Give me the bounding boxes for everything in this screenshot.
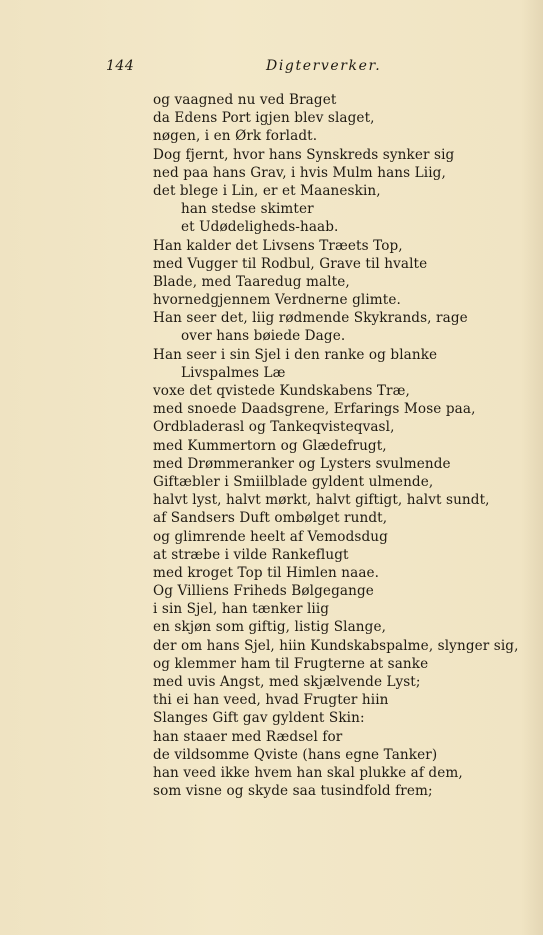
poem-line: Giftæbler i Smiilblade gyldent ulmende,: [153, 473, 434, 490]
poem-line: med snoede Daadsgrene, Erfarings Mose paa,: [153, 401, 476, 418]
poem-line: han stedse skimter: [181, 201, 314, 218]
poem-line: halvt lyst, halvt mørkt, halvt giftigt, halvt sundt,: [153, 492, 490, 509]
poem-line: voxe det qvistede Kundskabens Træ,: [153, 383, 410, 399]
poem-body: [153, 91, 523, 800]
poem-line: som visne og skyde saa tusindfold frem;: [153, 783, 433, 800]
poem-line: med uvis Angst, med skjælvende Lyst;: [153, 674, 421, 690]
poem-line: af Sandsers Duft ombølget rundt,: [153, 510, 388, 527]
poem-line: nøgen, i en Ørk forladt.: [153, 128, 318, 145]
poem-line: Han seer i sin Sjel i den ranke og blanke: [153, 346, 438, 363]
poem-line: hvornedgjennem Verdnerne glimte.: [153, 292, 401, 309]
poem-line: at stræbe i vilde Rankeflugt: [153, 546, 349, 563]
poem-line: med Drømmeranker og Lysters svulmende: [153, 455, 451, 472]
poem-line: med Kummertorn og Glædefrugt,: [153, 437, 387, 454]
poem-line: Han kalder det Livsens Træets Top,: [153, 237, 403, 254]
poem-line: og glimrende heelt af Vemodsdug: [153, 528, 388, 545]
poem-line: og vaagned nu ved Braget: [153, 92, 337, 108]
page-edge-shading: [521, 0, 543, 935]
page-number: 144: [106, 58, 135, 74]
poem-line: han staaer med Rædsel for: [153, 728, 343, 745]
poem-line: et Udødeligheds-haab.: [181, 219, 339, 236]
poem-line: med kroget Top til Himlen naae.: [153, 564, 380, 581]
poem-line: Slanges Gift gav gyldent Skin:: [153, 710, 365, 727]
poem-line: Livspalmes Læ: [181, 364, 286, 381]
poem-line: Blade, med Taaredug malte,: [153, 273, 350, 290]
poem-line: de vildsomme Qviste (hans egne Tanker): [153, 746, 438, 763]
poem-line: med Vugger til Rodbul, Grave til hvalte: [153, 255, 428, 272]
poem-line: over hans bøiede Dage.: [181, 328, 346, 345]
poem-line: en skjøn som giftig, listig Slange,: [153, 619, 387, 636]
poem-line: ned paa hans Grav, i hvis Mulm hans Liig,: [153, 164, 446, 181]
poem-line: Dog fjernt, hvor hans Synskreds synker sig: [153, 146, 455, 163]
poem-line: Og Villiens Friheds Bølgegange: [153, 583, 374, 600]
poem-line: da Edens Port igjen blev slaget,: [153, 110, 375, 127]
poem-line: han veed ikke hvem han skal plukke af dem,: [153, 764, 463, 781]
running-head: Digterverker.: [266, 58, 382, 74]
poem-line: i sin Sjel, han tænker liig: [153, 601, 330, 618]
poem-line: Han seer det, liig rødmende Skykrands, rage: [153, 310, 468, 327]
poem-line: Ordbladerasl og Tankeqvisteqvasl,: [153, 419, 395, 436]
poem-line: thi ei han veed, hvad Frugter hiin: [153, 692, 389, 709]
poem-line: og klemmer ham til Frugterne at sanke: [153, 655, 429, 672]
poem-line: der om hans Sjel, hiin Kundskabspalme, slynger sig,: [153, 637, 519, 654]
poem-line: det blege i Lin, er et Maaneskin,: [153, 182, 381, 199]
